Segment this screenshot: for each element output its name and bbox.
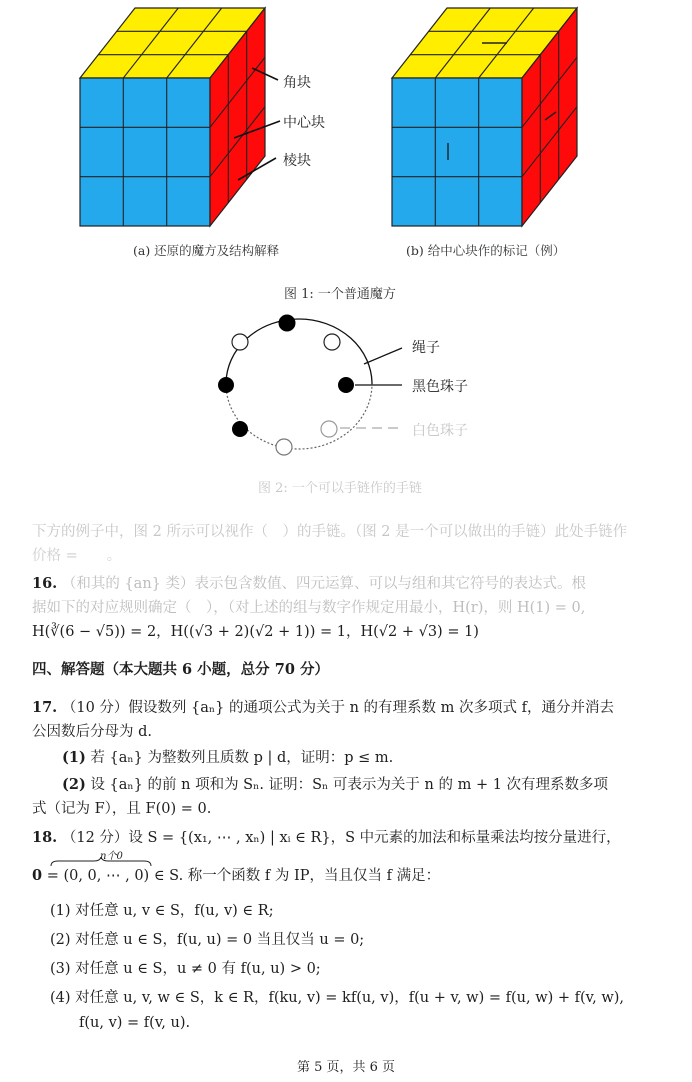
q17-part1-text: 若 {aₙ} 为整数列且质数 p | d，证明：p ≤ m. bbox=[90, 750, 394, 766]
callout-center-piece: 中心块 bbox=[283, 115, 325, 131]
callout-edge-piece: 棱块 bbox=[283, 153, 311, 169]
q17-number: 17. bbox=[32, 699, 58, 716]
label-rope: 绳子 bbox=[412, 340, 440, 356]
q17-part1 bbox=[62, 748, 662, 768]
q17-part1-label: (1) bbox=[62, 749, 86, 766]
figure2-caption: 图 2: 一个可以手链作的手链 bbox=[258, 481, 422, 496]
q18-zero-vector: = (0, 0, ⋯ , 0) bbox=[46, 868, 150, 884]
faded-paragraph-line-1: 下方的例子中，图 2 所示可以视作（ ）的手链。（图 2 是一个可以做出的手链）此处手链作 bbox=[32, 524, 628, 540]
q18-line-2 bbox=[32, 866, 662, 886]
q16-line-1 bbox=[32, 574, 662, 594]
q18-item-4-cont: f(u, v) = f(v, u). bbox=[79, 1015, 191, 1031]
q17-part2-text: 设 {aₙ} 的前 n 项和为 Sₙ. 证明：Sₙ 可表示为关于 n 的 m + 1 次有理系数多项 bbox=[90, 777, 609, 793]
q16-number: 16. bbox=[32, 575, 58, 592]
q17-part2-label: (2) bbox=[62, 776, 86, 793]
q18-item-3: (3) 对任意 u ∈ S，u ≠ 0 有 f(u, u) > 0; bbox=[50, 961, 321, 977]
q18-item-4: (4) 对任意 u, v, w ∈ S，k ∈ R，f(ku, v) = kf(u, v)，f(u + v, w) = f(u, w) + f(v, w), bbox=[50, 990, 625, 1006]
q18-line-1 bbox=[32, 828, 662, 848]
label-white-bead: 白色珠子 bbox=[412, 423, 468, 439]
callout-corner-piece: 角块 bbox=[283, 75, 311, 91]
rubiks-cube-marked-figure bbox=[382, 0, 592, 232]
q18-number: 18. bbox=[32, 829, 58, 846]
q16-line-3: H(∛(6 − √5)) = 2，H((√3 + 2)(√2 + 1)) = 1，H(√2 + √3) = 1) bbox=[32, 624, 479, 640]
q17-part2 bbox=[62, 775, 662, 795]
q18-text-1: （12 分）设 S = {(x₁, ⋯ , xₙ) | xᵢ ∈ R}，S 中元素的加法和标量乘法均按分量进行， bbox=[61, 830, 621, 846]
subcaption-a: (a) 还原的魔方及结构解释 bbox=[133, 243, 280, 258]
faded-paragraph-line-2: 价格 = 。 bbox=[32, 548, 122, 564]
label-black-bead: 黑色珠子 bbox=[412, 379, 468, 395]
q16-text-1: （和其的 {an} 类）表示包含数值、四元运算、可以与组和其它符号的表达式。根 bbox=[61, 576, 586, 592]
section-heading: 四、解答题（本大题共 6 小题，总分 70 分） bbox=[32, 661, 329, 678]
subcaption-b: (b) 给中心块作的标记（例） bbox=[406, 243, 566, 258]
q17-text-1: （10 分）假设数列 {aₙ} 的通项公式为关于 n 的有理系数 m 次多项式 f，通分并消去 bbox=[61, 700, 614, 716]
q17-part2-cont: 式（记为 F），且 F(0) = 0. bbox=[32, 801, 212, 817]
q18-item-1: (1) 对任意 u, v ∈ S，f(u, v) ∈ R; bbox=[50, 903, 274, 919]
q18-text-2: ∈ S. 称一个函数 f 为 IP，当且仅当 f 满足： bbox=[153, 868, 441, 884]
q18-zero-vector-symbol: 0 bbox=[32, 867, 43, 884]
q16-line-2: 据如下的对应规则确定（ ），（对上述的组与数字作规定用最小，H(r)，则 H(1) = 0, bbox=[32, 600, 586, 616]
q18-brace-label: n个0 bbox=[100, 851, 123, 862]
q18-item-2: (2) 对任意 u ∈ S，f(u, u) = 0 当且仅当 u = 0; bbox=[50, 932, 365, 948]
q17-line-1 bbox=[32, 698, 662, 718]
figure1-caption: 图 1: 一个普通魔方 bbox=[284, 287, 396, 302]
page-footer: 第 5 页，共 6 页 bbox=[296, 1060, 396, 1075]
q17-line-2: 公因数后分母为 d. bbox=[32, 724, 152, 740]
